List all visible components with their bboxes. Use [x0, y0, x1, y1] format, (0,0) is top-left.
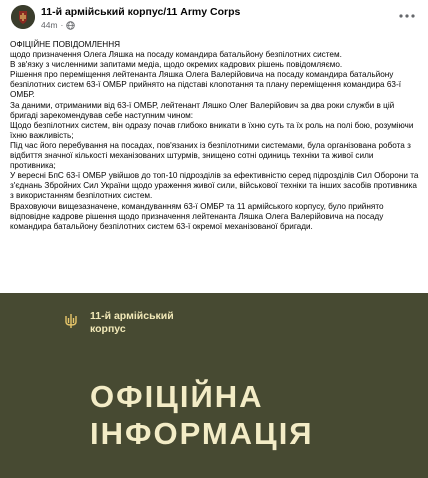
post-paragraph: Враховуючи вищезазначене, командуванням 63-ї ОМБР та 11 армійського корпусу, було прийнято відповідне кадрове рішення щодо призначення лейтенанта Ляшка Олега Валерійовича на посаду командира батальйону безпілотних систем 63-ї окремої механізованої бригади.	[10, 201, 384, 231]
trident-icon	[64, 313, 78, 329]
banner-headline	[90, 378, 314, 452]
post-header	[0, 0, 428, 38]
globe-icon	[66, 21, 75, 30]
page-name[interactable]: 11-й армійський корпус/11 Army Corps	[41, 6, 241, 18]
post-body	[10, 40, 420, 232]
banner-headline-line: ІНФОРМАЦІЯ	[90, 416, 314, 451]
more-options-button[interactable]	[398, 9, 416, 23]
post-meta	[41, 20, 75, 30]
post-paragraph: У вересні БпС 63-ї ОМБР увійшов до топ-10 підрозділів за ефективністю серед підрозділів Сил Оборони та з'єднань Збройних Сил України щодо ураження живої сили, військової техніки та інших засобів противника з використанням безпілотних систем.	[10, 171, 419, 201]
post-paragraph: В зв'язку з численними запитами медіа, щодо окремих кадрових рішень повідомляємо.	[10, 60, 343, 70]
page-avatar[interactable]	[11, 5, 35, 29]
more-options-icon	[399, 14, 415, 18]
banner-corps-name: 11-й армійський корпус	[90, 310, 174, 335]
post-subtitle: щодо призначення Олега Ляшка на посаду командира батальйону безпілотних систем.	[10, 50, 342, 60]
post-paragraph: Рішення про переміщення лейтенанта Ляшка Олега Валерійовича на посаду командира батальйону безпілотних систем 63-ї ОМБР прийнято на підставі клопотання та плану переміщення командира 63-ї ОМБР.	[10, 70, 401, 100]
post-time[interactable]: 44m	[41, 20, 58, 30]
banner-headline-line: ОФІЦІЙНА	[90, 379, 264, 414]
meta-separator: ·	[60, 20, 64, 30]
post-paragraph: Щодо безпілотних систем, він одразу почав глибоко вникати в їхню суть та їх роль на полі бою, розуміючи їхню важливість;	[10, 120, 414, 140]
post-paragraph: За даними, отриманими від 63-ї ОМБР, лейтенант Ляшко Олег Валерійович за два роки служби в цій бригаді зарекомендував себе наступним чином:	[10, 100, 395, 120]
corps-emblem-icon	[11, 5, 35, 29]
post-paragraph: Під час його перебування на посадах, пов'язаних із безпілотними системами, була організована робота з відбиття значної кількості механізованих штурмів, знищено сотні одиниць техніки та живої сили противника;	[10, 140, 411, 171]
post-title: ОФІЦІЙНЕ ПОВІДОМЛЕННЯ	[10, 40, 121, 49]
